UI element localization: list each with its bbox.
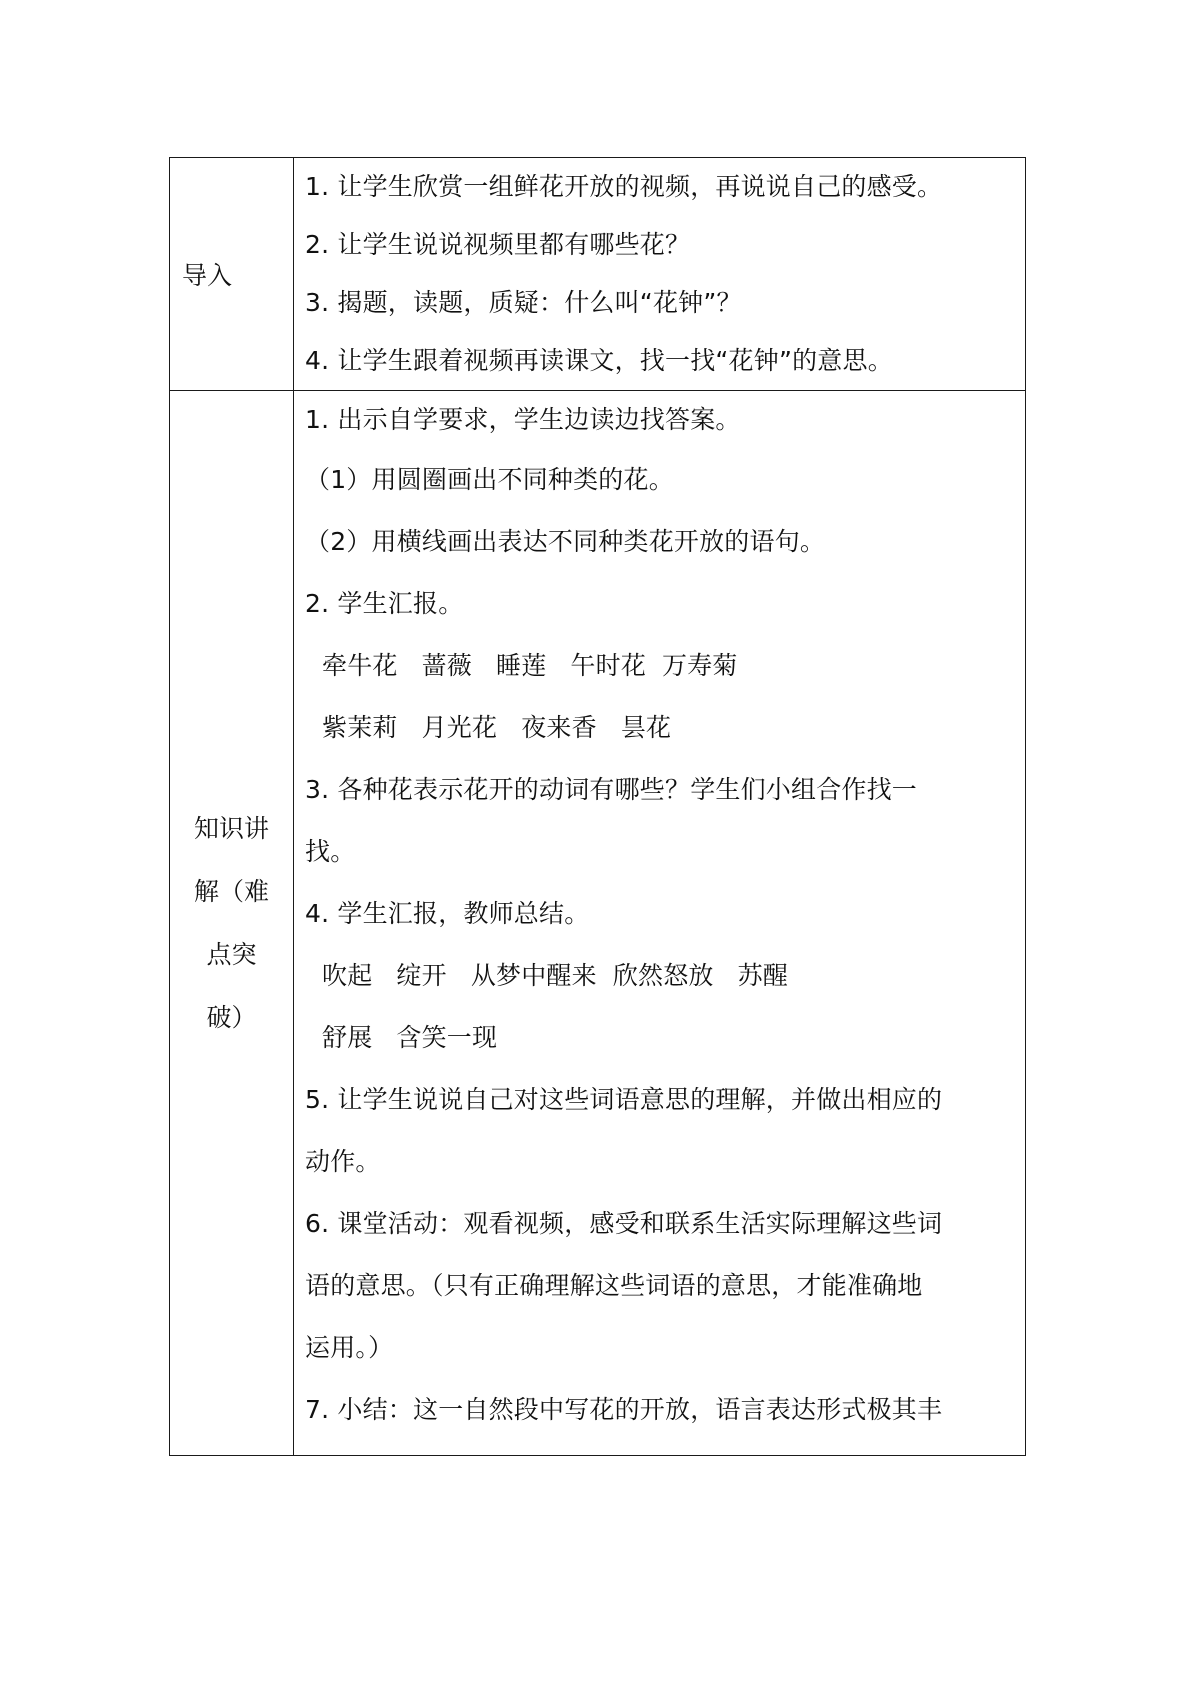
flower-name: 万寿菊 [662,651,738,680]
content-line: 1. 让学生欣赏一组鲜花开放的视频，再说说自己的感受。 [305,172,943,201]
row-label-line: 点突 [206,940,257,969]
table-row-intro [170,158,1025,390]
content-line: 5. 让学生说说自己对这些词语意思的理解，并做出相应的 [305,1085,943,1114]
verb-phrase: 含笑一现 [396,1023,498,1052]
row-content-intro [294,158,1025,390]
content-line: 7. 小结：这一自然段中写花的开放，语言表达形式极其丰 [305,1395,943,1424]
content-line: （2）用横线画出表达不同种类花开放的语句。 [305,527,826,556]
content-line: 6. 课堂活动：观看视频，感受和联系生活实际理解这些词 [305,1209,943,1238]
flower-name: 睡莲 [496,651,547,680]
row-label-line: 解（难 [193,877,269,906]
verb-phrase: 从梦中醒来 [470,961,597,990]
flower-name: 月光花 [421,713,498,742]
lesson-plan-table [169,157,1026,1456]
flower-list-2 [305,697,1017,759]
content-line: 语的意思。（只有正确理解这些词语的意思，才能准确地 [305,1271,923,1300]
flower-list-1 [305,635,1017,697]
content-line: 动作。 [305,1147,381,1176]
content-line: 1. 出示自学要求，学生边读边找答案。 [305,405,741,434]
verb-phrase: 吹起 [322,961,373,990]
flower-name: 蔷薇 [421,651,473,680]
row-content-knowledge [294,391,1025,1455]
content-line: 找。 [305,837,356,866]
content-line: 3. 各种花表示花开的动词有哪些？学生们小组合作找一 [305,775,918,804]
content-line: 2. 让学生说说视频里都有哪些花？ [305,230,691,259]
verb-phrase: 绽开 [396,961,447,990]
content-line: 2. 学生汇报。 [305,589,464,618]
flower-name: 昙花 [620,713,672,742]
content-line: （1）用圆圈画出不同种类的花。 [305,465,674,494]
row-label-intro [170,158,294,390]
row-label-line: 知识讲 [193,814,269,843]
flower-name: 牵牛花 [322,651,398,680]
content-line: 4. 让学生跟着视频再读课文，找一找“花钟”的意思。 [305,346,893,375]
row-label-knowledge [170,391,294,1455]
verb-list-2 [305,1007,1017,1069]
row-label-line: 破） [206,1003,257,1032]
verb-list-1 [305,945,1017,1007]
flower-name: 紫茉莉 [322,713,398,742]
flower-name: 午时花 [570,651,647,680]
table-row-knowledge [170,390,1025,1455]
content-line: 4. 学生汇报，教师总结。 [305,899,590,928]
content-line: 运用。） [305,1333,394,1362]
flower-name: 夜来香 [521,713,597,742]
row-label-text: 导入 [182,261,233,290]
verb-phrase: 苏醒 [737,961,789,990]
content-line: 3. 揭题，读题，质疑：什么叫“花钟”？ [305,288,742,317]
verb-phrase: 舒展 [322,1023,373,1052]
verb-phrase: 欣然怒放 [612,961,714,990]
